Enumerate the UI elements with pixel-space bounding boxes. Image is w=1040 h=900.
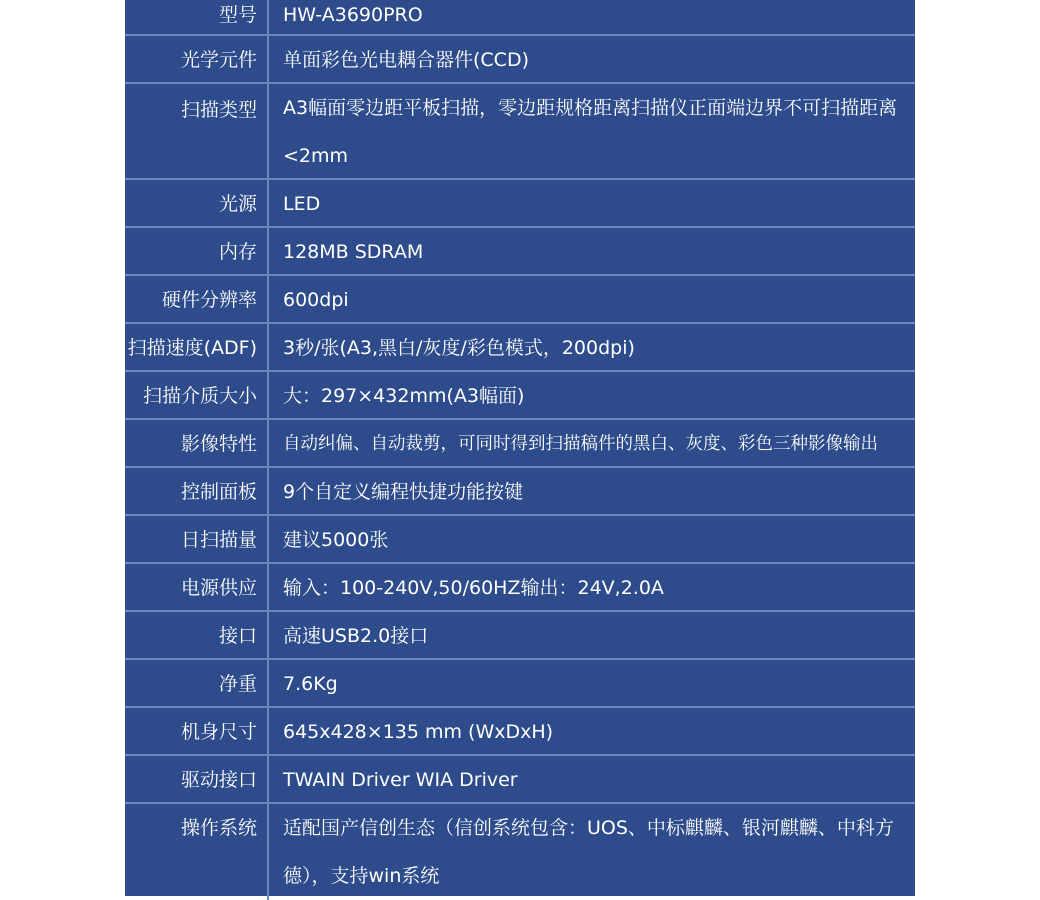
- spec-row-dimensions: [125, 708, 915, 756]
- spec-row-daily-volume: [125, 516, 915, 564]
- spec-label: 硬件分辨率: [125, 276, 269, 322]
- spec-label: 操作系统: [125, 804, 269, 900]
- spec-row-power-supply: [125, 564, 915, 612]
- spec-value: 128MB SDRAM: [283, 241, 424, 263]
- spec-row-net-weight: [125, 660, 915, 708]
- spec-value: 高速USB2.0接口: [283, 625, 429, 647]
- spec-row-model: [125, 0, 915, 36]
- spec-label: 影像特性: [125, 420, 269, 466]
- spec-value: 9个自定义编程快捷功能按键: [283, 481, 524, 503]
- spec-row-optics: [125, 36, 915, 84]
- spec-row-scan-speed: [125, 324, 915, 372]
- spec-value: 600dpi: [283, 289, 349, 311]
- spec-label: 驱动接口: [125, 756, 269, 802]
- spec-row-light-source: [125, 180, 915, 228]
- spec-value: 单面彩色光电耦合器件(CCD): [283, 49, 529, 71]
- spec-value: 适配国产信创生态（信创系统包含：UOS、中标麒麟、银河麒麟、中科方德），支持win系统: [283, 817, 894, 887]
- spec-value: 大：297×432mm(A3幅面): [283, 385, 525, 407]
- spec-value: 645x428×135 mm (WxDxH): [283, 721, 554, 743]
- spec-row-resolution: [125, 276, 915, 324]
- spec-row-driver: [125, 756, 915, 804]
- spec-label: 扫描类型: [125, 84, 269, 180]
- spec-label: 净重: [125, 660, 269, 706]
- spec-value: 自动纠偏、自动裁剪，可同时得到扫描稿件的黑白、灰度、彩色三种影像输出: [283, 434, 878, 454]
- spec-label: 扫描速度(ADF): [125, 324, 269, 370]
- spec-table: [125, 0, 915, 896]
- spec-label: 控制面板: [125, 468, 269, 514]
- spec-label: 内存: [125, 228, 269, 274]
- spec-label: 型号: [125, 0, 269, 34]
- spec-value: 建议5000张: [283, 529, 389, 551]
- spec-value: 输入：100-240V,50/60HZ输出：24V,2.0A: [283, 577, 664, 599]
- spec-value: TWAIN Driver WIA Driver: [283, 769, 518, 791]
- spec-value: HW-A3690PRO: [283, 4, 423, 26]
- spec-label: 扫描介质大小: [125, 372, 269, 418]
- spec-value: 7.6Kg: [283, 673, 338, 695]
- spec-row-scan-type: [125, 84, 915, 180]
- spec-row-interface: [125, 612, 915, 660]
- spec-label: 电源供应: [125, 564, 269, 610]
- spec-row-memory: [125, 228, 915, 276]
- spec-row-os: [125, 804, 915, 900]
- spec-row-control-panel: [125, 468, 915, 516]
- spec-label: 接口: [125, 612, 269, 658]
- spec-value: 3秒/张(A3,黑白/灰度/彩色模式，200dpi): [283, 337, 635, 359]
- spec-row-media-size: [125, 372, 915, 420]
- spec-value: A3幅面零边距平板扫描，零边距规格距离扫描仪正面端边界不可扫描距离<2mm: [283, 97, 898, 167]
- spec-label: 日扫描量: [125, 516, 269, 562]
- spec-label: 光源: [125, 180, 269, 226]
- spec-label: 机身尺寸: [125, 708, 269, 754]
- spec-label: 光学元件: [125, 36, 269, 82]
- spec-value: LED: [283, 193, 321, 215]
- spec-row-image-features: [125, 420, 915, 468]
